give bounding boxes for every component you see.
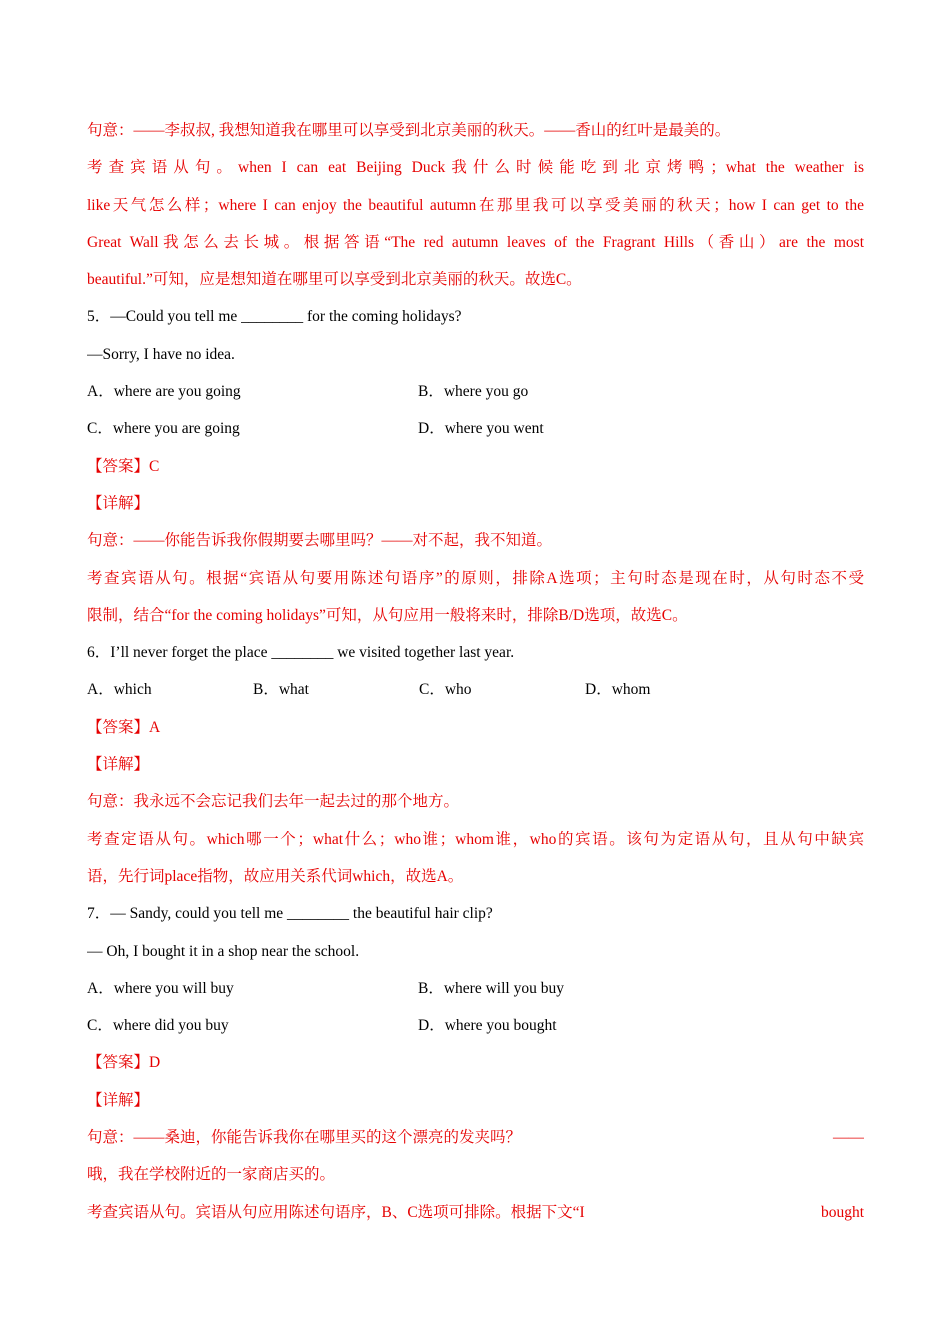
q7-question: 7．— Sandy, could you tell me ________ the beautiful hair clip? [87,905,493,923]
q6-options-row [87,671,864,708]
q7-analysis-line [87,1194,864,1231]
q6-answer: 【答案】A [87,718,161,736]
q6-meaning: 句意：我永远不会忘记我们去年一起去过的那个地方。 [87,793,460,811]
q6-option-b: B．what [253,681,309,699]
q6-option-a: A．which [87,681,152,699]
q7-meaning-line [87,1119,864,1156]
q7-answer: 【答案】D [87,1054,161,1072]
q7-meaning-dash: —— [833,1129,864,1147]
q5-options-row-2 [87,410,864,447]
q5-analysis-line-2: 限制，结合“for the coming holidays”可知，从句应用一般将来时，排除B/D选项，故选C。 [87,606,688,624]
q7-detail-heading: 【详解】 [87,1091,150,1109]
q4-analysis-line-1: 考查宾语从句。when I can eat Beijing Duck我什么时候能吃到北京烤鸭；what the weather is [87,159,864,177]
q5-option-c: C．where you are going [87,420,240,438]
q5-answer: 【答案】C [87,457,160,475]
q5-reply: —Sorry, I have no idea. [87,345,235,363]
q5-options-row-1 [87,373,864,410]
q7-option-c: C．where did you buy [87,1017,229,1035]
q7-options-row-2 [87,1007,864,1044]
q5-analysis-line-1: 考查宾语从句。根据“宾语从句要用陈述句语序”的原则，排除A选项；主句时态是现在时，从句时态不受 [87,569,864,587]
q7-option-b: B．where will you buy [418,979,564,997]
q5-option-d: D．where you went [418,420,544,438]
q6-detail-heading: 【详解】 [87,756,150,774]
q5-meaning: 句意：——你能告诉我你假期要去哪里吗？——对不起，我不知道。 [87,532,553,550]
q7-option-d: D．where you bought [418,1017,557,1035]
q5-option-b: B．where you go [418,383,529,401]
q6-option-c: C．who [419,681,472,699]
document-page [87,112,864,1231]
q4-analysis-line-4: beautiful.”可知，应是想知道在哪里可以享受到北京美丽的秋天。故选C。 [87,271,582,289]
q4-analysis-line-2: like天气怎么样；where I can enjoy the beautiful autumn在那里我可以享受美丽的秋天；how I can get to the [87,196,864,214]
q4-meaning: 句意：——李叔叔, 我想知道我在哪里可以享受到北京美丽的秋天。——香山的红叶是最美的。 [87,122,731,139]
q5-option-a: A．where are you going [87,383,241,401]
q7-option-a: A．where you will buy [87,979,234,997]
q7-analysis: 考查宾语从句。宾语从句应用陈述句语序，B、C选项可排除。根据下文“I [87,1203,585,1221]
q6-analysis-line-1: 考查定语从句。which哪一个；what什么；who谁；whom谁，who的宾语。该句为定语从句，且从句中缺宾 [87,830,864,848]
q5-detail-heading: 【详解】 [87,494,150,512]
q7-reply: — Oh, I bought it in a shop near the school. [87,942,360,960]
q7-options-row-1 [87,970,864,1007]
q6-option-d: D．whom [585,681,651,699]
q6-question: 6．I’ll never forget the place ________ we visited together last year. [87,644,515,662]
q7-analysis-end: bought [820,1203,864,1221]
q6-analysis-line-2: 语，先行词place指物，故应用关系代词which，故选A。 [87,867,464,885]
q5-question: 5．—Could you tell me ________ for the coming holidays? [87,308,462,326]
q4-analysis-line-3: Great Wall我怎么去长城。根据答语“The red autumn leaves of the Fragrant Hills（香山）are the most [87,233,864,251]
q7-meaning-continued: 哦，我在学校附近的一家商店买的。 [87,1166,336,1184]
q7-meaning: 句意：——桑迪，你能告诉我你在哪里买的这个漂亮的发夹吗？ [87,1129,522,1147]
